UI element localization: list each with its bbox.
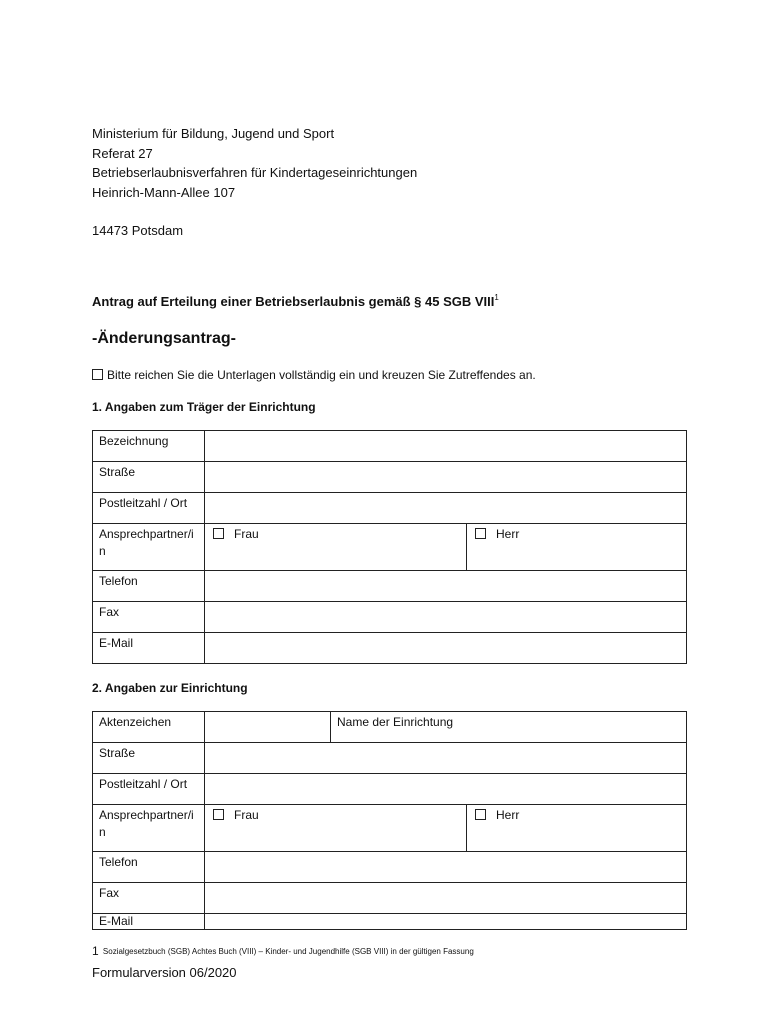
carrier-fax-label: Fax	[93, 602, 205, 633]
facility-street-label: Straße	[93, 743, 205, 774]
facility-name-field[interactable]	[331, 712, 687, 743]
carrier-phone-label: Telefon	[93, 571, 205, 602]
carrier-female-checkbox[interactable]	[213, 528, 224, 539]
carrier-contact-male-cell[interactable]	[467, 524, 687, 571]
facility-zip-city-field[interactable]	[205, 774, 687, 805]
title-footnote-mark: 1	[494, 293, 499, 302]
facility-male-label: Herr	[496, 808, 520, 822]
form-subtitle: -Änderungsantrag-	[92, 330, 236, 347]
carrier-zip-city-label: Postleitzahl / Ort	[93, 493, 205, 524]
facility-phone-label: Telefon	[93, 852, 205, 883]
recipient-address	[92, 124, 417, 241]
carrier-fax-field[interactable]	[205, 602, 687, 633]
facility-fax-label: Fax	[93, 883, 205, 914]
facility-file-number-label: Aktenzeichen	[93, 712, 205, 743]
carrier-male-checkbox[interactable]	[475, 528, 486, 539]
address-division: Betriebserlaubnisverfahren für Kindertageseinrichtungen	[92, 165, 418, 180]
facility-street-field[interactable]	[205, 743, 687, 774]
address-street: Heinrich-Mann-Allee 107	[92, 184, 236, 200]
section1-heading: 1. Angaben zum Träger der Einrichtung	[92, 400, 316, 414]
carrier-female-label: Frau	[234, 527, 259, 541]
carrier-table	[92, 430, 687, 664]
carrier-name-label: Bezeichnung	[93, 431, 205, 462]
facility-phone-field[interactable]	[205, 852, 687, 883]
carrier-name-field[interactable]	[205, 431, 687, 462]
facility-fax-field[interactable]	[205, 883, 687, 914]
instruction-checkbox[interactable]	[92, 369, 103, 380]
facility-contact-female-cell[interactable]	[205, 805, 467, 852]
form-title-text: Antrag auf Erteilung einer Betriebserlaubnis gemäß § 45 SGB VIII	[92, 294, 495, 309]
facility-male-checkbox[interactable]	[475, 809, 486, 820]
facility-file-number-field[interactable]	[205, 712, 331, 743]
address-department: Referat 27	[92, 145, 153, 161]
form-title	[92, 293, 499, 309]
facility-contact-label: Ansprechpartner/i n	[93, 805, 205, 852]
address-city: 14473 Potsdam	[92, 223, 184, 238]
section2-heading: 2. Angaben zur Einrichtung	[92, 681, 248, 695]
carrier-street-field[interactable]	[205, 462, 687, 493]
footnote-text: Sozialgesetzbuch (SGB) Achtes Buch (VIII) – Kinder- und Jugendhilfe (SGB VIII) in der gültigen Fassung	[102, 947, 474, 956]
facility-female-checkbox[interactable]	[213, 809, 224, 820]
facility-contact-male-cell[interactable]	[467, 805, 687, 852]
carrier-contact-label: Ansprechpartner/i n	[93, 524, 205, 571]
facility-email-label: E-Mail	[93, 914, 205, 930]
carrier-email-label: E-Mail	[93, 633, 205, 664]
facility-name-label: Name der Einrichtung	[337, 715, 454, 729]
facility-email-field[interactable]	[205, 914, 687, 930]
address-ministry: Ministerium für Bildung, Jugend und Sport	[92, 126, 335, 141]
instruction-line	[92, 368, 536, 382]
facility-table	[92, 711, 687, 930]
facility-female-label: Frau	[234, 808, 259, 822]
carrier-email-field[interactable]	[205, 633, 687, 664]
carrier-male-label: Herr	[496, 527, 520, 541]
carrier-street-label: Straße	[93, 462, 205, 493]
facility-zip-city-label: Postleitzahl / Ort	[93, 774, 205, 805]
instruction-text: Bitte reichen Sie die Unterlagen vollständig ein und kreuzen Sie Zutreffendes an.	[107, 368, 536, 382]
carrier-phone-field[interactable]	[205, 571, 687, 602]
carrier-zip-city-field[interactable]	[205, 493, 687, 524]
footnote-number: 1	[92, 944, 99, 958]
footnote	[92, 944, 474, 958]
carrier-contact-female-cell[interactable]	[205, 524, 467, 571]
form-version: Formularversion 06/2020	[92, 965, 237, 980]
